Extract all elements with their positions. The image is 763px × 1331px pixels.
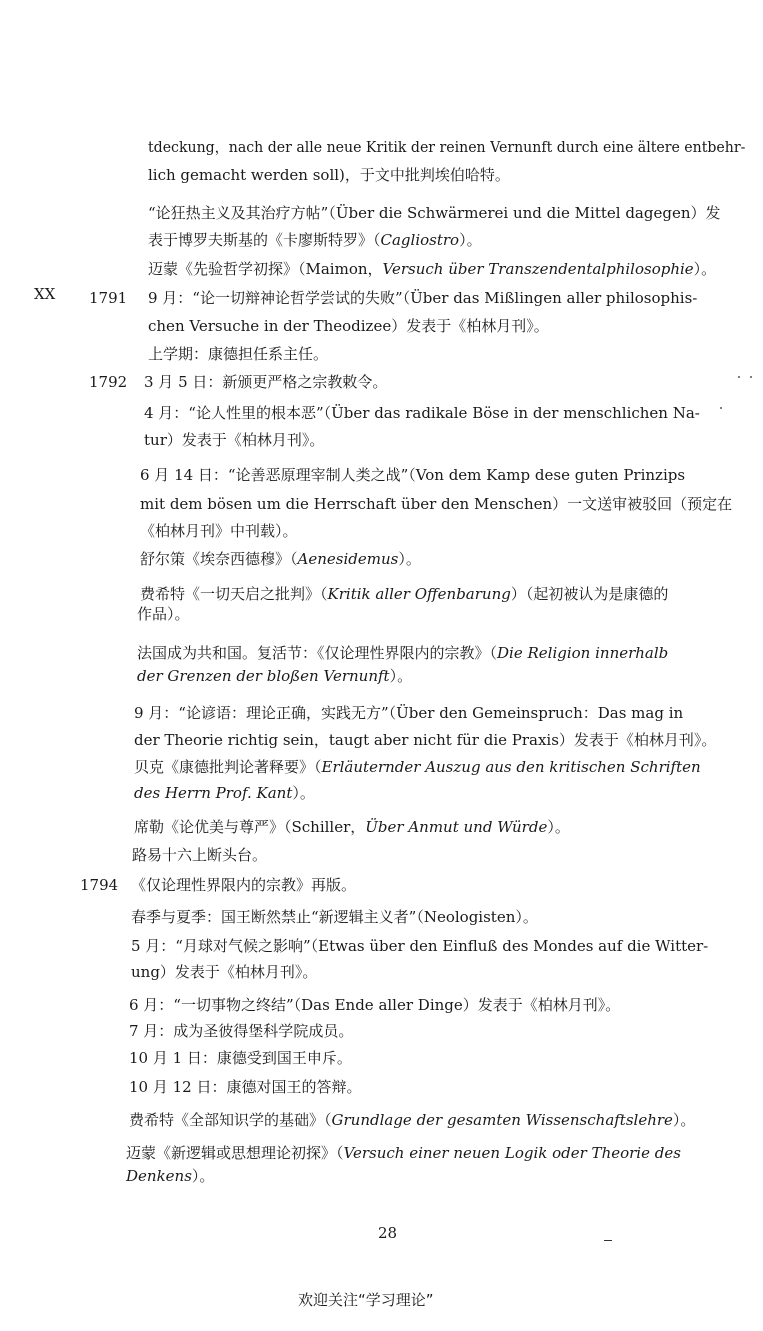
margin-marker: XX [34, 285, 56, 303]
text-line: ung）发表于《柏林月刊》。 [131, 963, 318, 981]
text-line: 费希特《一切天启之批判》（Kritik aller Offenbarung）（起初被认为是康德的 [140, 585, 669, 603]
text-line: lich gemacht werden soll)，于文中批判埃伯哈特。 [148, 166, 510, 184]
text-line: 3 月 5 日：新颁更严格之宗教敕令。 [144, 373, 388, 391]
text-line: 5 月：“月球对气候之影响”（Etwas über den Einfluß des Mondes auf die Witter- [131, 937, 709, 955]
text-line: “论狂热主义及其治疗方帖”（Über die Schwärmerei und die Mittel dagegen）发 [148, 204, 721, 222]
text-line: mit dem bösen um die Herrschaft über den Menschen）一文送审被驳回（预定在 [140, 495, 733, 513]
text-line: 6 月：“一切事物之终结”（Das Ende aller Dinge）发表于《柏林月刊》。 [129, 996, 621, 1014]
text-line: 7 月：成为圣彼得堡科学院成员。 [129, 1022, 354, 1040]
scan-speck [738, 376, 740, 378]
footer-note: 欢迎关注“学习理论” [298, 1291, 434, 1309]
text-line: 迈蒙《新逻辑或思想理论初探》（Versuch einer neuen Logik oder Theorie des [126, 1144, 681, 1162]
text-line: 舒尔策《埃奈西德穆》（Aenesidemus）。 [140, 550, 421, 568]
text-line: der Grenzen der bloßen Vernunft）。 [137, 667, 413, 685]
text-line: 路易十六上断头台。 [132, 846, 268, 864]
text-line: 6 月 14 日：“论善恶原理宰制人类之战”（Von dem Kamp dese guten Prinzips [140, 466, 686, 484]
scan-mark [604, 1240, 612, 1241]
text-line: 上学期：康德担任系主任。 [148, 345, 329, 363]
scan-speck [750, 376, 752, 378]
year-1794: 1794 [80, 876, 119, 894]
scan-speck [720, 407, 722, 409]
text-line: 表于博罗夫斯基的《卡廖斯特罗》（Cagliostro）。 [148, 231, 482, 249]
text-line: 《仅论理性界限内的宗教》再版。 [131, 876, 357, 894]
text-line: 法国成为共和国。复活节：《仅论理性界限内的宗教》（Die Religion innerhalb [137, 644, 669, 662]
year-1792: 1792 [89, 373, 128, 391]
page-number: 28 [378, 1224, 398, 1242]
text-line: tur）发表于《柏林月刊》。 [144, 431, 325, 449]
text-line: chen Versuche in der Theodizee）发表于《柏林月刊》。 [148, 317, 549, 335]
text-line: 10 月 12 日：康德对国王的答辩。 [129, 1078, 362, 1096]
text-line: 迈蒙《先验哲学初探》（Maimon，Versuch über Transzendentalphilosophie）。 [148, 260, 717, 278]
text-line: 10 月 1 日：康德受到国王申斥。 [129, 1049, 352, 1067]
text-line: 9 月：“论谚语：理论正确，实践无方”（Über den Gemeinspruch：Das mag in [134, 704, 684, 722]
text-line: 9 月：“论一切辩神论哲学尝试的失败”（Über das Mißlingen aller philosophis- [148, 289, 698, 307]
text-line: 《柏林月刊》中刊载）。 [140, 522, 298, 540]
text-line: Denkens）。 [126, 1167, 215, 1185]
text-line: 4 月：“论人性里的根本恶”（Über das radikale Böse in der menschlichen Na- [144, 404, 700, 422]
text-line: 费希特《全部知识学的基础》（Grundlage der gesamten Wissenschaftslehre）。 [129, 1111, 696, 1129]
text-line: der Theorie richtig sein，taugt aber nicht für die Praxis）发表于《柏林月刊》。 [134, 731, 717, 749]
year-1791: 1791 [89, 289, 128, 307]
text-line: 春季与夏季：国王断然禁止“新逻辑主义者”（Neologisten）。 [131, 908, 538, 926]
text-line: 席勒《论优美与尊严》（Schiller，Über Anmut und Würde）。 [134, 818, 570, 836]
text-line: 贝克《康德批判论著释要》（Erläuternder Auszug aus den kritischen Schriften [134, 758, 701, 776]
text-line: des Herrn Prof. Kant）。 [134, 784, 315, 802]
text-line: 作品）。 [137, 605, 190, 623]
text-line: tdeckung，nach der alle neue Kritik der reinen Vernunft durch eine ältere entbehr- [148, 138, 746, 156]
